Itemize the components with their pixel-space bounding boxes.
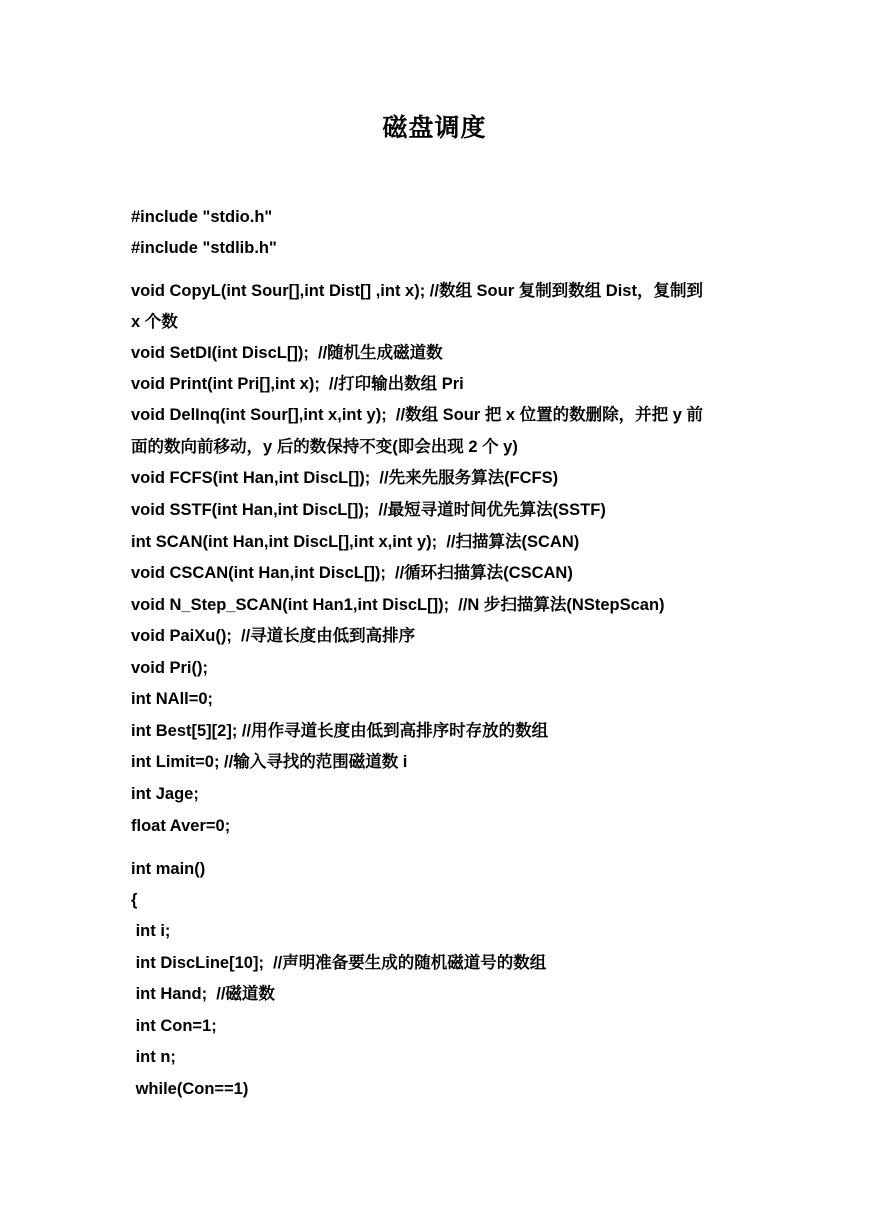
code-line-copyl: void CopyL(int Sour[],int Dist[] ,int x); //数组 Sour 复制到数组 Dist，复制到 (131, 282, 703, 300)
code-line-fcfs: void FCFS(int Han,int DiscL[]); //先来先服务算法(FCFS) (131, 469, 559, 487)
code-line-discline: int DiscLine[10]; //声明准备要生成的随机磁道号的数组 (131, 954, 547, 972)
code-line-cscan: void CSCAN(int Han,int DiscL[]); //循环扫描算法(CSCAN) (131, 564, 573, 582)
code-line-delinq-cont: 面的数向前移动，y 后的数保持不变(即会出现 2 个 y) (131, 438, 518, 456)
code-line-delinq: void DelInq(int Sour[],int x,int y); //数组 Sour 把 x 位置的数删除，并把 y 前 (131, 406, 704, 424)
code-line-copyl-cont: x 个数 (131, 313, 178, 331)
code-line-include-stdio: #include "stdio.h" (131, 208, 273, 226)
code-line-open-brace: { (131, 891, 138, 909)
code-line-scan: int SCAN(int Han,int DiscL[],int x,int y); //扫描算法(SCAN) (131, 533, 580, 551)
code-line-best: int Best[5][2]; //用作寻道长度由低到高排序时存放的数组 (131, 722, 549, 740)
code-line-limit: int Limit=0; //输入寻找的范围磁道数 i (131, 753, 408, 771)
code-line-sstf: void SSTF(int Han,int DiscL[]); //最短寻道时间优先算法(SSTF) (131, 501, 606, 519)
code-line-while: while(Con==1) (131, 1080, 249, 1098)
code-line-include-stdlib: #include "stdlib.h" (131, 239, 277, 257)
code-line-pri: void Pri(); (131, 659, 208, 677)
code-line-aver: float Aver=0; (131, 817, 231, 835)
code-line-nstepscan: void N_Step_SCAN(int Han1,int DiscL[]); //N 步扫描算法(NStepScan) (131, 596, 665, 614)
code-line-int-n: int n; (131, 1048, 176, 1066)
code-line-int-i: int i; (131, 922, 171, 940)
code-line-setdi: void SetDI(int DiscL[]); //随机生成磁道数 (131, 344, 443, 362)
document-title: 磁盘调度 (382, 114, 487, 142)
code-line-con: int Con=1; (131, 1017, 217, 1035)
code-line-nall: int NAll=0; (131, 690, 214, 708)
code-line-jage: int Jage; (131, 785, 199, 803)
code-line-paixu: void PaiXu(); //寻道长度由低到高排序 (131, 627, 416, 645)
code-line-hand: int Hand; //磁道数 (131, 985, 275, 1003)
code-line-print: void Print(int Pri[],int x); //打印输出数组 Pri (131, 375, 464, 393)
code-line-main: int main() (131, 860, 206, 878)
